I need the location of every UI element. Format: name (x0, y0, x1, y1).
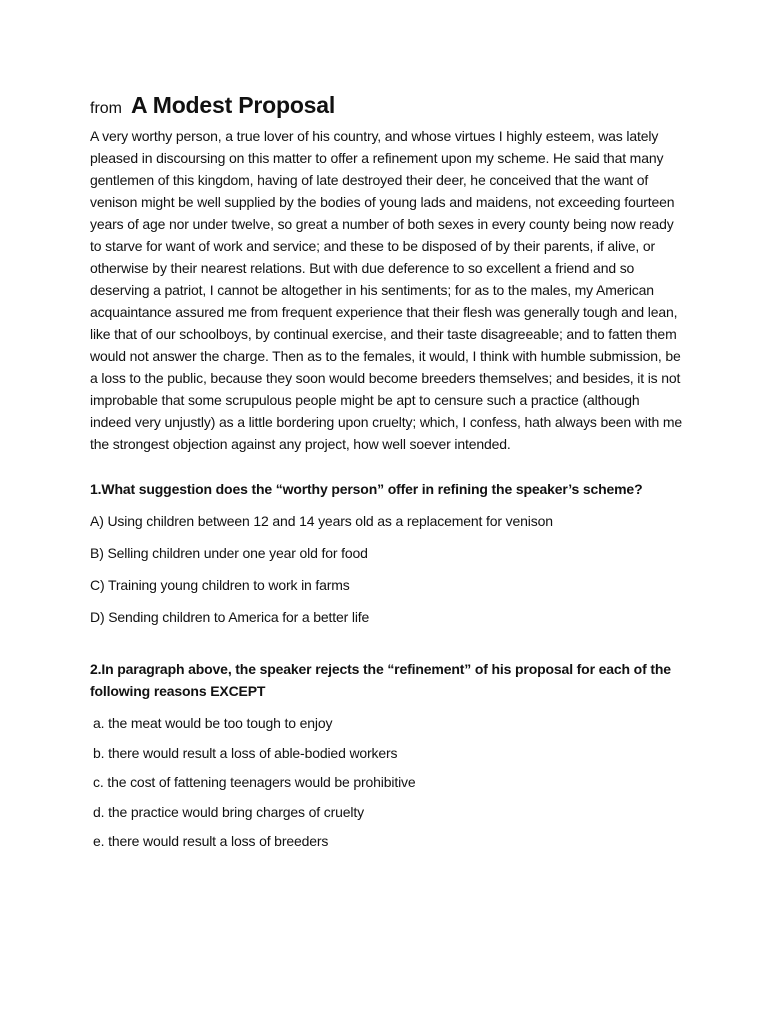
question-2-option-c: c. the cost of fattening teenagers would be prohibitive (93, 774, 416, 790)
question-2-option-b: b. there would result a loss of able-bodied workers (93, 744, 398, 761)
question-2-option-d: d. the practice would bring charges of cruelty (93, 803, 364, 820)
title-prefix: from (90, 100, 122, 117)
title-main: A Modest Proposal (131, 92, 336, 118)
question-1-option-b: B) Selling children under one year old for food (90, 545, 368, 561)
question-2: 2.In paragraph above, the speaker rejects the “refinement” of his proposal for each of the following reasons EXCEPT (90, 661, 671, 699)
passage-text: A very worthy person, a true lover of his country, and whose virtues I highly esteem, was lately pleased in discoursing on this matter to offer a refinement upon my scheme. He said that many gentlemen of this kingdom, having of late destroyed their deer, he conceived that the want of venison might be well supplied by the bodies of young lads and maidens, not exceeding fourteen years of age nor under twelve, so great a number of both sexes in every county being now ready to starve for want of work and service; and these to be disposed of by their parents, if alive, or otherwise by their nearest relations. But with due deference to so excellent a friend and so deserving a patriot, I cannot be altogether in his sentiments; for as to the males, my American acquaintance assured me from frequent experience that their flesh was generally tough and lean, like that of our schoolboys, by continual exercise, and their taste disagreeable; and to fatten them would not answer the charge. Then as to the females, it would, I think with humble submission, be a loss to the public, because they soon would become breeders themselves; and besides, it is not improbable that some scrupulous people might be apt to censure such a practice (although indeed very unjustly) as a little bordering upon cruelty; which, I confess, hath always been with me the strongest objection against any project, how well soever intended. (90, 128, 682, 452)
question-2-option-a: a. the meat would be too tough to enjoy (93, 715, 333, 731)
question-1-option-a: A) Using children between 12 and 14 years old as a replacement for venison (90, 513, 553, 529)
question-1-options (90, 510, 682, 628)
document-title (90, 92, 682, 119)
question-2-option-e: e. there would result a loss of breeders (93, 833, 329, 849)
document-page (90, 92, 682, 860)
question-1-option-d: D) Sending children to America for a better life (90, 609, 370, 625)
question-1-option-c: C) Training young children to work in farms (90, 577, 350, 593)
question-1: 1.What suggestion does the “worthy person” offer in refining the speaker’s scheme? (90, 481, 643, 497)
question-2-options (90, 712, 682, 852)
